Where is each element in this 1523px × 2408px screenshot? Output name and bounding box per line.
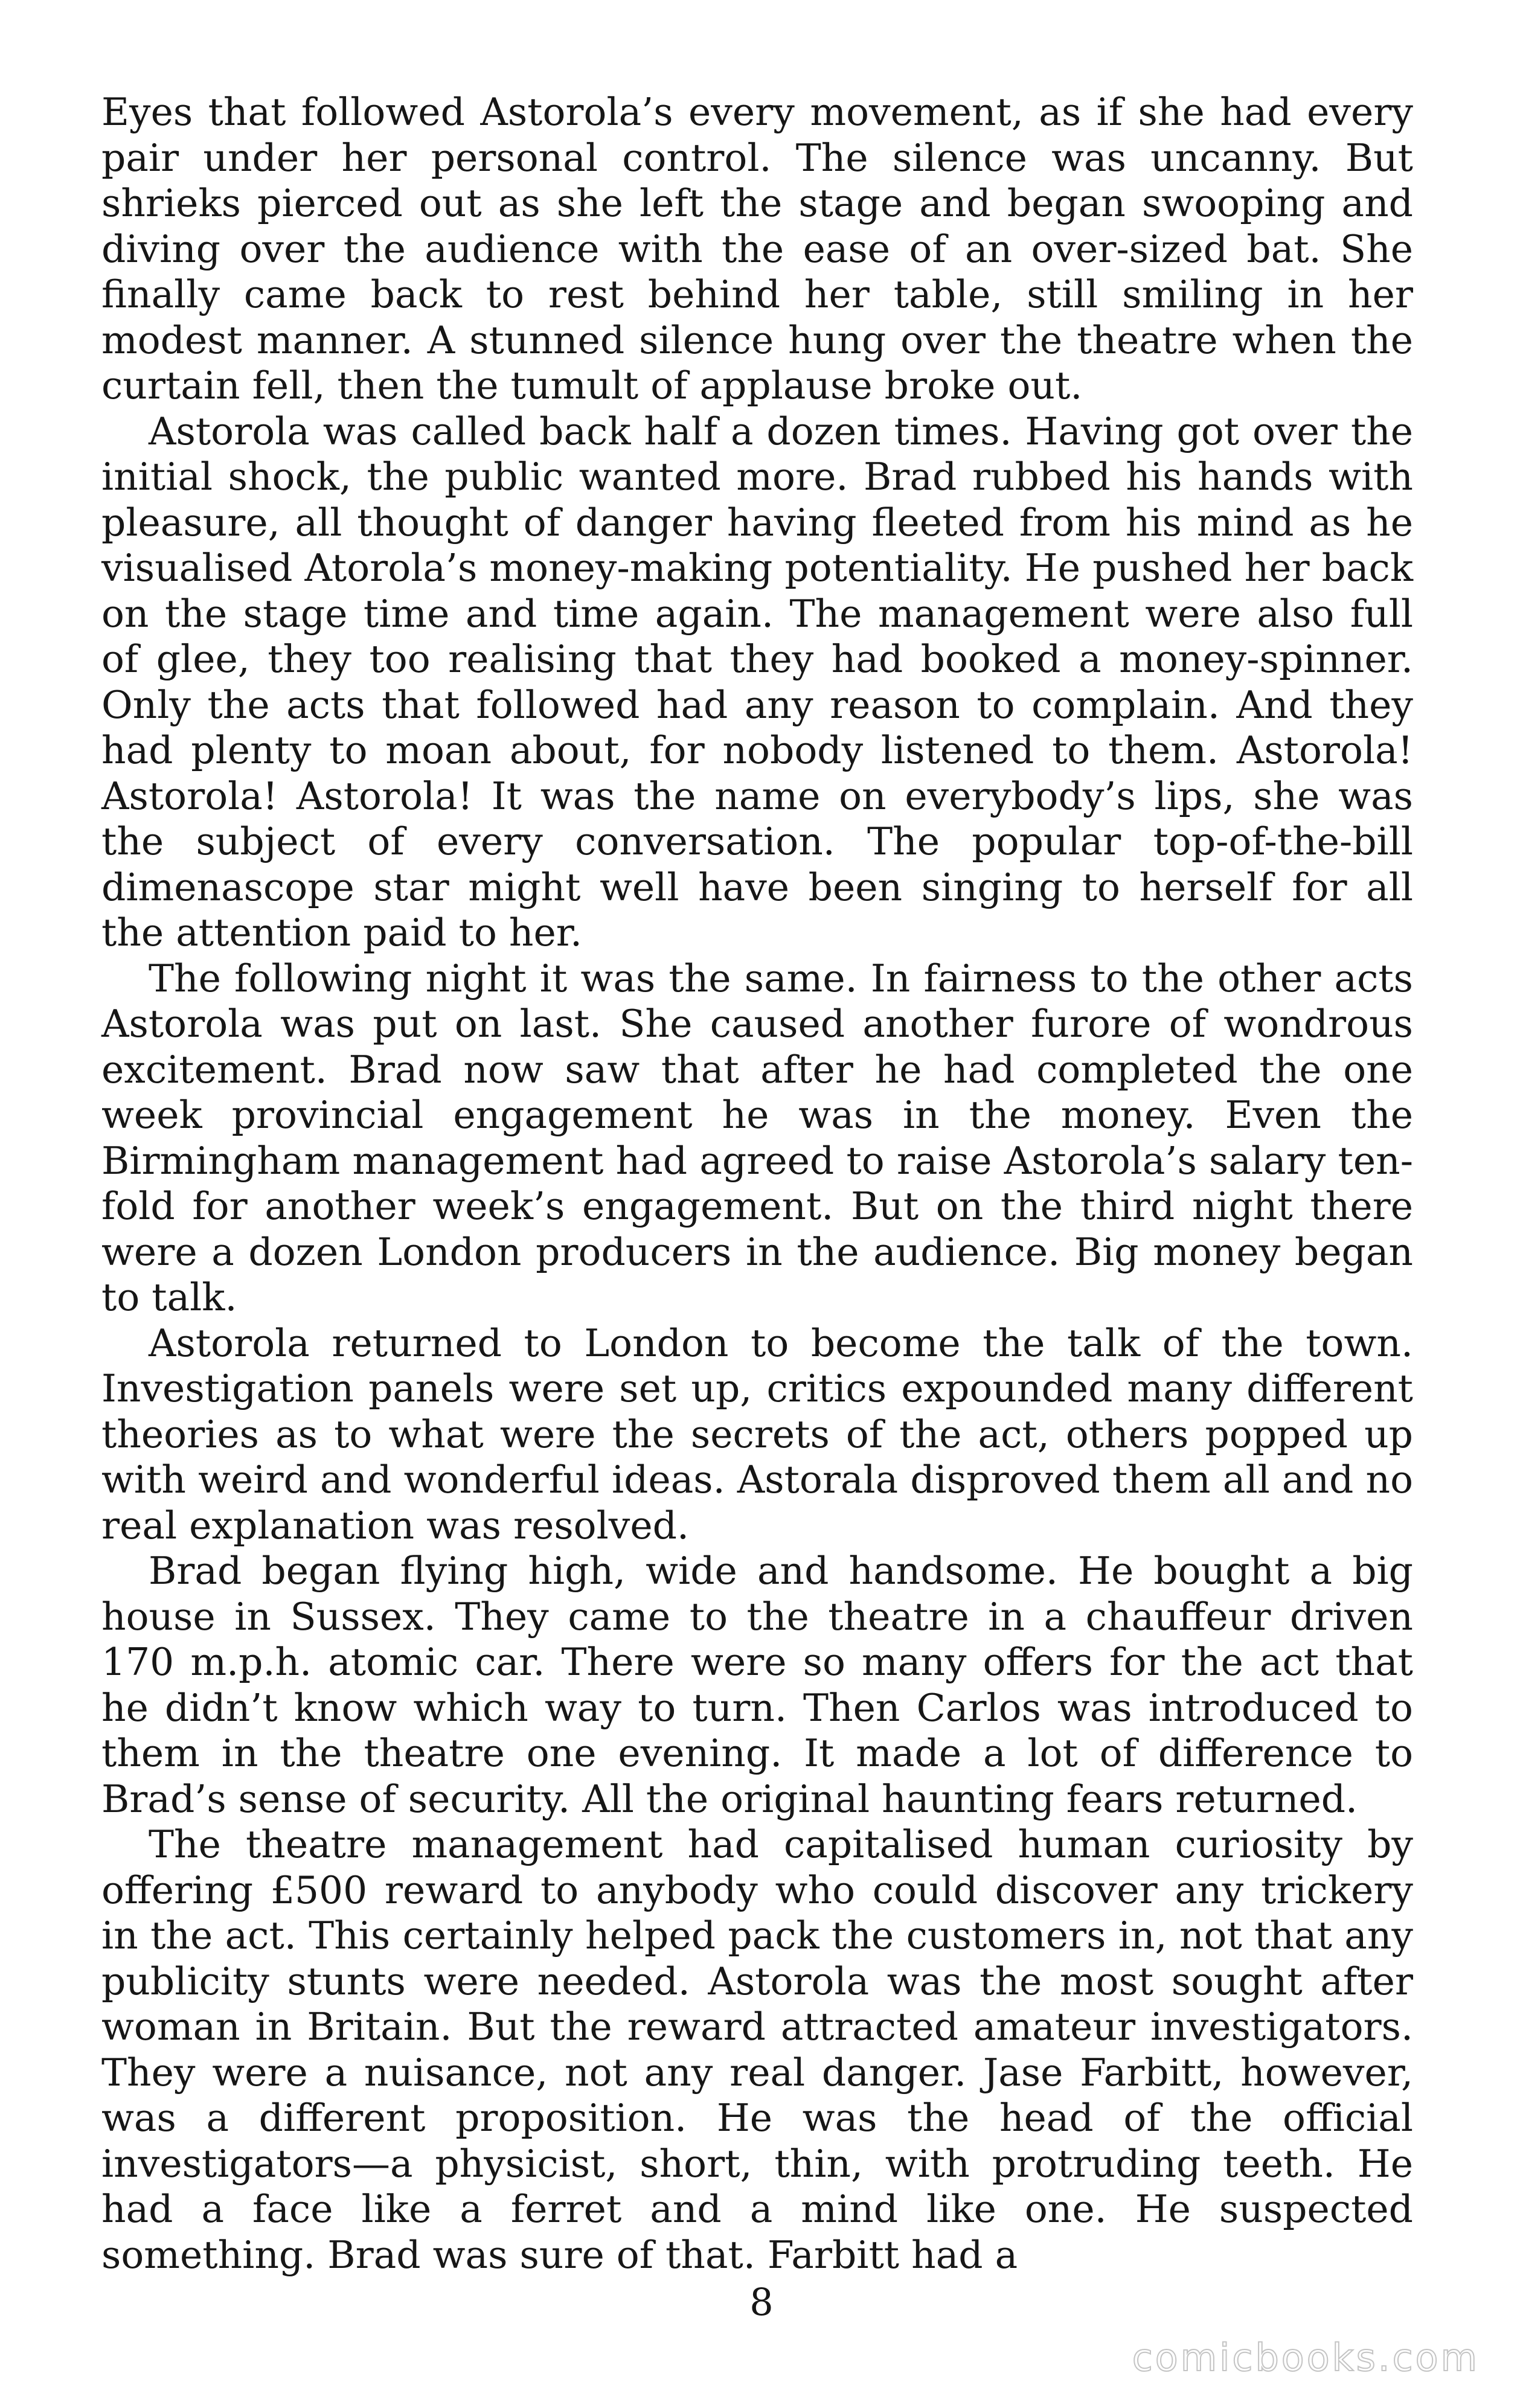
paragraph-5: Brad began flying high, wide and handsome. He bought a big house in Sussex. They came to the theatre in a chauffeur driven 170 m.p.h. atomic car. There were so many offers for the act that he didn’t know which way to turn. Then Carlos was introduced to them in the theatre one evening. It made a lot of difference to Brad’s sense of security. All the original haunting fears returned.	[101, 1549, 1413, 1821]
paragraph-4: Astorola returned to London to become the talk of the town. Investigation panels were set up, critics expounded many different theories as to what were the secrets of the act, others popped up with weird and wonderful ideas. Astorala disproved them all and no real explanation was resolved.	[101, 1321, 1413, 1548]
paragraph-6: The theatre management had capitalised human curiosity by offering £500 reward to anybody who could discover any trickery in the act. This certainly helped pack the customers in, not that any publicity stunts were needed. Astorola was the most sought after woman in Britain. But the reward attracted amateur investigators. They were a nuisance, not any real danger. Jase Farbitt, however, was a different proposition. He was the head of the official investigators—a physicist, short, thin, with protruding teeth. He had a face like a ferret and a mind like one. He suspected something. Brad was sure of that. Farbitt had a	[101, 1822, 1413, 2277]
page-number: 8	[749, 2280, 774, 2324]
paragraph-3: The following night it was the same. In fairness to the other acts Astorola was put on last. She caused another furore of wondrous excitement. Brad now saw that after he had completed the one week provincial engagement he was in the money. Even the Birmingham management had agreed to raise Astorola’s salary ten-fold for another week’s engagement. But on the third night there were a dozen London producers in the audience. Big money began to talk.	[101, 956, 1413, 1319]
paragraph-2: Astorola was called back half a dozen times. Having got over the initial shock, the public wanted more. Brad rubbed his hands with pleasure, all thought of danger having fleeted from his mind as he visualised Atorola’s money-making potentiality. He pushed her back on the stage time and time again. The management were also full of glee, they too realising that they had booked a money-spinner. Only the acts that followed had any reason to complain. And they had plenty to moan about, for nobody listened to them. Astorola! Astorola! Astorola! It was the name on everybody’s lips, she was the subject of every conversation. The popular top-of-the-bill dimenascope star might well have been singing to herself for all the attention paid to her.	[101, 409, 1413, 955]
watermark: comicbooks.com	[1132, 2336, 1480, 2380]
paragraph-1: Eyes that followed Astorola’s every movement, as if she had every pair under her personal control. The silence was uncanny. But shrieks pierced out as she left the stage and began swooping and diving over the audience with the ease of an over-sized bat. She finally came back to rest behind her table, still smiling in her modest manner. A stunned silence hung over the theatre when the curtain fell, then the tumult of applause broke out.	[101, 90, 1413, 408]
body-text	[101, 89, 1413, 2278]
